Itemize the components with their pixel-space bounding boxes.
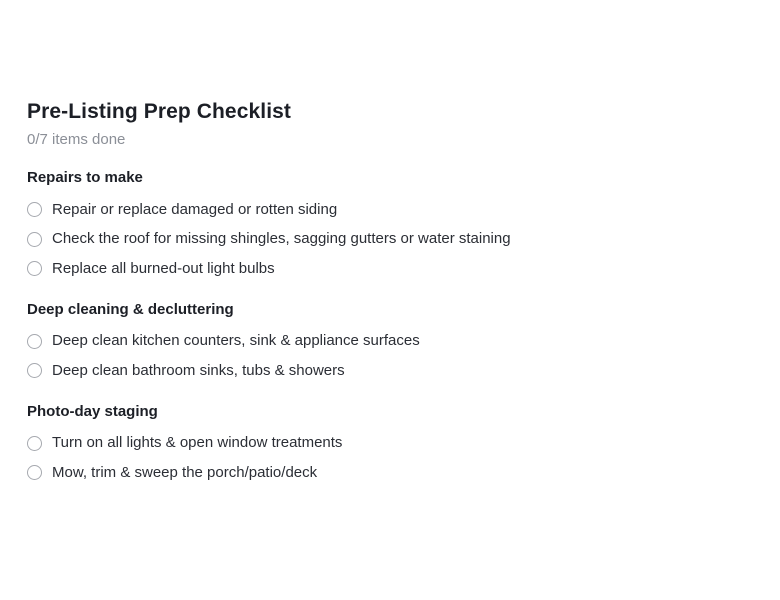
checklist-item[interactable] — [27, 356, 727, 386]
checklist-item-label: Repair or replace damaged or rotten siding — [52, 200, 338, 218]
section-photo-staging — [27, 402, 727, 488]
checklist-item[interactable] — [27, 458, 727, 488]
checklist-item-label: Mow, trim & sweep the porch/patio/deck — [52, 463, 318, 481]
section-heading: Photo-day staging — [27, 402, 158, 420]
checklist-item-label: Turn on all lights & open window treatments — [52, 434, 343, 452]
radio-unchecked-icon[interactable] — [27, 261, 42, 276]
radio-unchecked-icon[interactable] — [27, 232, 42, 247]
checklist-item[interactable] — [27, 225, 727, 255]
checklist — [27, 98, 727, 488]
checklist-item[interactable] — [27, 195, 727, 225]
radio-unchecked-icon[interactable] — [27, 202, 42, 217]
page-title: Pre-Listing Prep Checklist — [27, 100, 292, 123]
checklist-item[interactable] — [27, 254, 727, 284]
radio-unchecked-icon[interactable] — [27, 465, 42, 480]
checklist-item[interactable] — [27, 429, 727, 459]
section-repairs — [27, 168, 727, 284]
checklist-item-label: Replace all burned-out light bulbs — [52, 259, 275, 277]
radio-unchecked-icon[interactable] — [27, 334, 42, 349]
progress-counter: 0/7 items done — [27, 131, 126, 148]
radio-unchecked-icon[interactable] — [27, 436, 42, 451]
checklist-item-label: Deep clean kitchen counters, sink & appliance surfaces — [52, 332, 420, 350]
checklist-item-label: Check the roof for missing shingles, sagging gutters or water staining — [52, 230, 511, 248]
checklist-item-label: Deep clean bathroom sinks, tubs & showers — [52, 361, 345, 379]
radio-unchecked-icon[interactable] — [27, 363, 42, 378]
section-heading: Repairs to make — [27, 169, 143, 186]
section-deep-cleaning — [27, 300, 727, 386]
section-heading: Deep cleaning & decluttering — [27, 300, 234, 318]
checklist-item[interactable] — [27, 327, 727, 357]
